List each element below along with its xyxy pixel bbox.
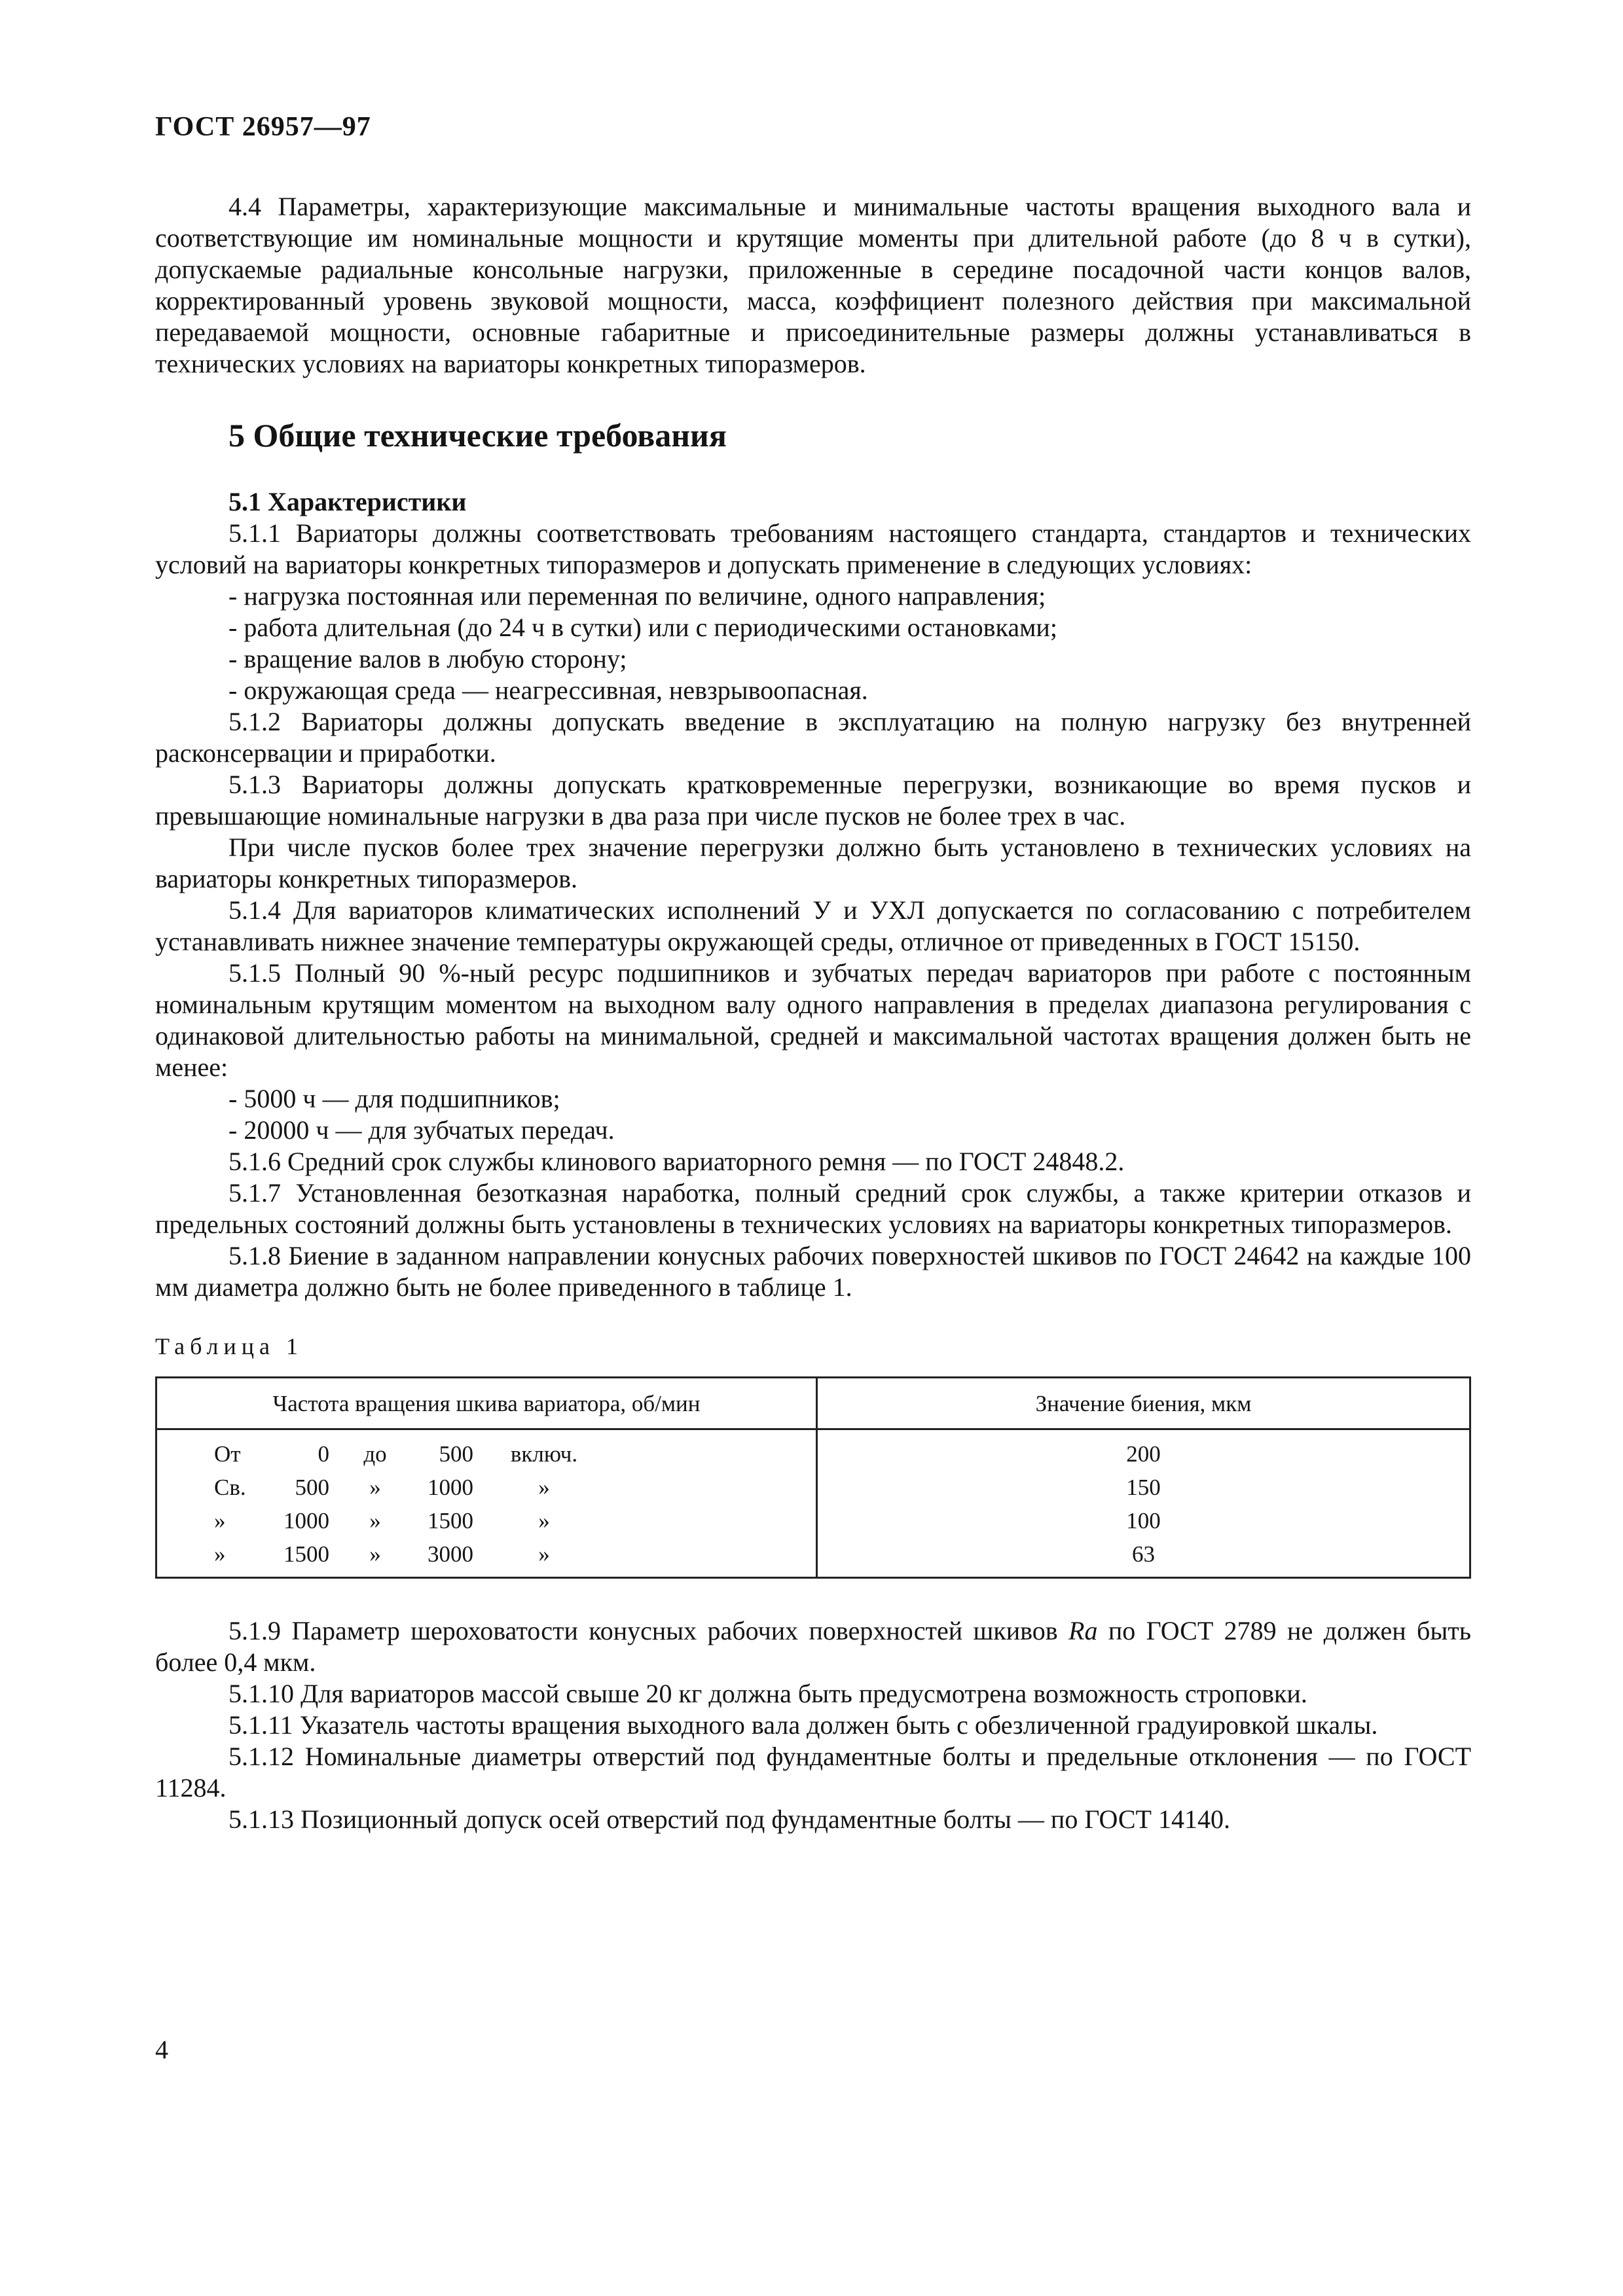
table-row bbox=[156, 1429, 1470, 1471]
paragraph: 5.1.8 Биение в заданном направлении конусных рабочих поверхностей шкивов по ГОСТ 24642 на каждые 100 мм диаметра должно быть не более приведенного в таблице 1. bbox=[155, 1241, 1471, 1302]
document-body bbox=[155, 191, 1471, 1835]
runout-cell: 100 bbox=[817, 1504, 1470, 1537]
table-header-row bbox=[156, 1378, 1470, 1429]
subsection-5-1-title: 5.1 Характеристики bbox=[228, 487, 467, 516]
table-caption: Таблица 1 bbox=[155, 1333, 303, 1359]
paragraph: 5.1.5 Полный 90 %-ный ресурс подшипников и зубчатых передач вариаторов при работе с постоянным номинальным крутящим моментом на выходном валу одного направления в пределах диапазона регулирования с одинаковой длительностью работы на минимальной, средней и максимальной частотах вращения должен быть не менее: bbox=[155, 958, 1471, 1082]
paragraph-5-1-9: 5.1.9 Параметр шероховатости конусных рабочих поверхностей шкивов Ra по ГОСТ 2789 не должен быть более 0,4 мкм. bbox=[155, 1616, 1472, 1677]
paragraphs-group-b bbox=[155, 1615, 1471, 1835]
list-item: - работа длительная (до 24 ч в сутки) или с периодическими остановками; bbox=[228, 613, 1057, 642]
list-item: - 5000 ч — для подшипников; bbox=[228, 1084, 560, 1113]
frequency-cell: От 0 до 500 включ. bbox=[156, 1429, 817, 1471]
table-1 bbox=[155, 1376, 1471, 1579]
paragraph: 5.1.7 Установленная безотказная наработка, полный средний срок службы, а также критерии отказов и предельных состояний должны быть установлены в технических условиях на вариаторы конкретных типоразмеров. bbox=[155, 1178, 1471, 1239]
paragraph: 5.1.3 Вариаторы должны допускать кратковременные перегрузки, возникающие во время пусков и превышающие номинальные нагрузки в два раза при числе пусков не более трех в час. bbox=[155, 770, 1471, 831]
table-header-runout: Значение биения, мкм bbox=[817, 1378, 1470, 1429]
ra-symbol: Ra bbox=[1068, 1616, 1098, 1645]
list-item: - нагрузка постоянная или переменная по величине, одного направления; bbox=[228, 581, 1046, 611]
runout-cell: 200 bbox=[817, 1429, 1470, 1471]
table-row bbox=[156, 1537, 1470, 1578]
paragraph: 5.1.4 Для вариаторов климатических исполнений У и УХЛ допускается по согласованию с потребителем устанавливать нижнее значение температуры окружающей среды, отличное от приведенных в ГОСТ 15150. bbox=[155, 895, 1471, 956]
paragraph: 5.1.6 Средний срок службы клинового вариаторного ремня — по ГОСТ 24848.2. bbox=[228, 1147, 1125, 1176]
frequency-cell: » 1000 » 1500 » bbox=[156, 1504, 817, 1537]
frequency-cell: Св. 500 » 1000 » bbox=[156, 1471, 817, 1504]
paragraph: 5.1.1 Вариаторы должны соответствовать требованиям настоящего стандарта, стандартов и технических условий на вариаторы конкретных типоразмеров и допускать применение в следующих условиях: bbox=[155, 518, 1471, 579]
paragraph: 5.1.13 Позиционный допуск осей отверстий под фундаментные болты — по ГОСТ 14140. bbox=[228, 1804, 1230, 1834]
paragraph-4-4: 4.4 Параметры, характеризующие максимальные и минимальные частоты вращения выходного вала и соответствующие им номинальные мощности и крутящие моменты при длительной работе (до 8 ч в сутки), допускаемые радиальные консольные нагрузки, приложенные в середине посадочной части концов валов, корректированный уровень звуковой мощности, масса, коэффициент полезного действия при максимальной передаваемой мощности, основные габаритные и присоединительные размеры должны устанавливаться в технических условиях на вариаторы конкретных типоразмеров. bbox=[155, 192, 1471, 378]
paragraph: При числе пусков более трех значение перегрузки должно быть установлено в технических условиях на вариаторы конкретных типоразмеров. bbox=[155, 833, 1471, 893]
list-item: - окружающая среда — неагрессивная, невзрывоопасная. bbox=[228, 675, 868, 705]
table-header-frequency: Частота вращения шкива вариатора, об/мин bbox=[156, 1378, 817, 1429]
runout-cell: 63 bbox=[817, 1537, 1470, 1578]
runout-cell: 150 bbox=[817, 1471, 1470, 1504]
paragraph: 5.1.2 Вариаторы должны допускать введение в эксплуатацию на полную нагрузку без внутренней расконсервации и приработки. bbox=[155, 707, 1471, 768]
section-5-title: 5 Общие технические требования bbox=[228, 417, 727, 454]
list-item: - 20000 ч — для зубчатых передач. bbox=[228, 1115, 615, 1145]
paragraph: 5.1.11 Указатель частоты вращения выходного вала должен быть с обезличенной градуировкой шкалы. bbox=[228, 1710, 1378, 1740]
paragraphs-group-a bbox=[155, 518, 1471, 1303]
frequency-cell: » 1500 » 3000 » bbox=[156, 1537, 817, 1578]
table-row bbox=[156, 1504, 1470, 1537]
paragraph: 5.1.12 Номинальные диаметры отверстий под фундаментные болты и предельные отклонения — по ГОСТ 11284. bbox=[155, 1742, 1471, 1803]
table-row bbox=[156, 1471, 1470, 1504]
page-number: 4 bbox=[155, 2035, 168, 2064]
paragraph: 5.1.10 Для вариаторов массой свыше 20 кг должна быть предусмотрена возможность строповки. bbox=[228, 1679, 1307, 1708]
list-item: - вращение валов в любую сторону; bbox=[228, 644, 627, 673]
document-header: ГОСТ 26957—97 bbox=[155, 112, 371, 142]
